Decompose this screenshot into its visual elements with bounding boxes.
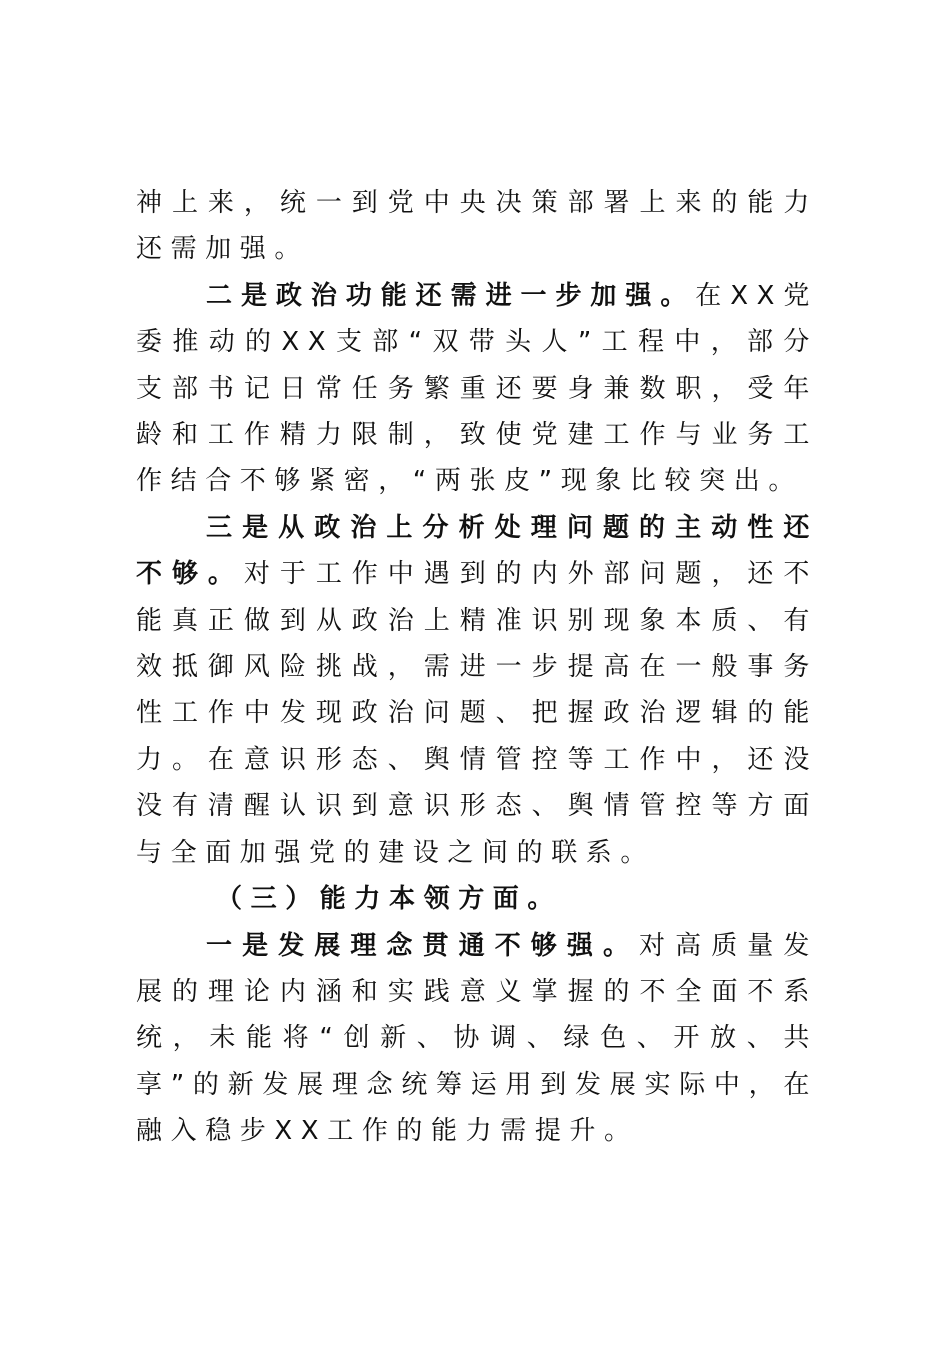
- paragraph-text: 对高质量发展的理论内涵和实践意义掌握的不全面不系统，未能将“创新、协调、绿色、开放、共享”的新发展理念统筹运用到发展实际中，在融入稳步XX工作的能力需提升。: [136, 930, 818, 1147]
- paragraph-text: 对于工作中遇到的内外部问题，还不能真正做到从政治上精准识别现象本质、有效抵御风险挑战，需进一步提高在一般事务性工作中发现政治问题、把握政治逻辑的能力。在意识形态、舆情管控等工作中，还没没有清醒认识到意识形态、舆情管控等方面与全面加强党的建设之间的联系。: [136, 559, 818, 868]
- section-heading-ability: [136, 876, 818, 922]
- paragraph-political-function: [136, 273, 818, 505]
- document-body: [136, 180, 818, 1155]
- paragraph-heading: 二是政治功能还需进一步加强。: [206, 280, 696, 311]
- paragraph-continuation: [136, 180, 818, 273]
- paragraph-development-concept: [136, 923, 818, 1155]
- paragraph-political-initiative: [136, 505, 818, 876]
- paragraph-text: 在XX党委推动的XX支部“双带头人”工程中，部分支部书记日常任务繁重还要身兼数职，受年龄和工作精力限制，致使党建工作与业务工作结合不够紧密，“两张皮”现象比较突出。: [136, 280, 818, 497]
- paragraph-heading: 三是从政治上分析处理问题的主动性还不够。: [136, 512, 818, 590]
- section-heading-text: （三）能力本领方面。: [216, 884, 563, 915]
- paragraph-heading: 一是发展理念贯通不够强。: [206, 930, 640, 961]
- paragraph-text: 神上来，统一到党中央决策部署上来的能力还需加强。: [136, 188, 818, 265]
